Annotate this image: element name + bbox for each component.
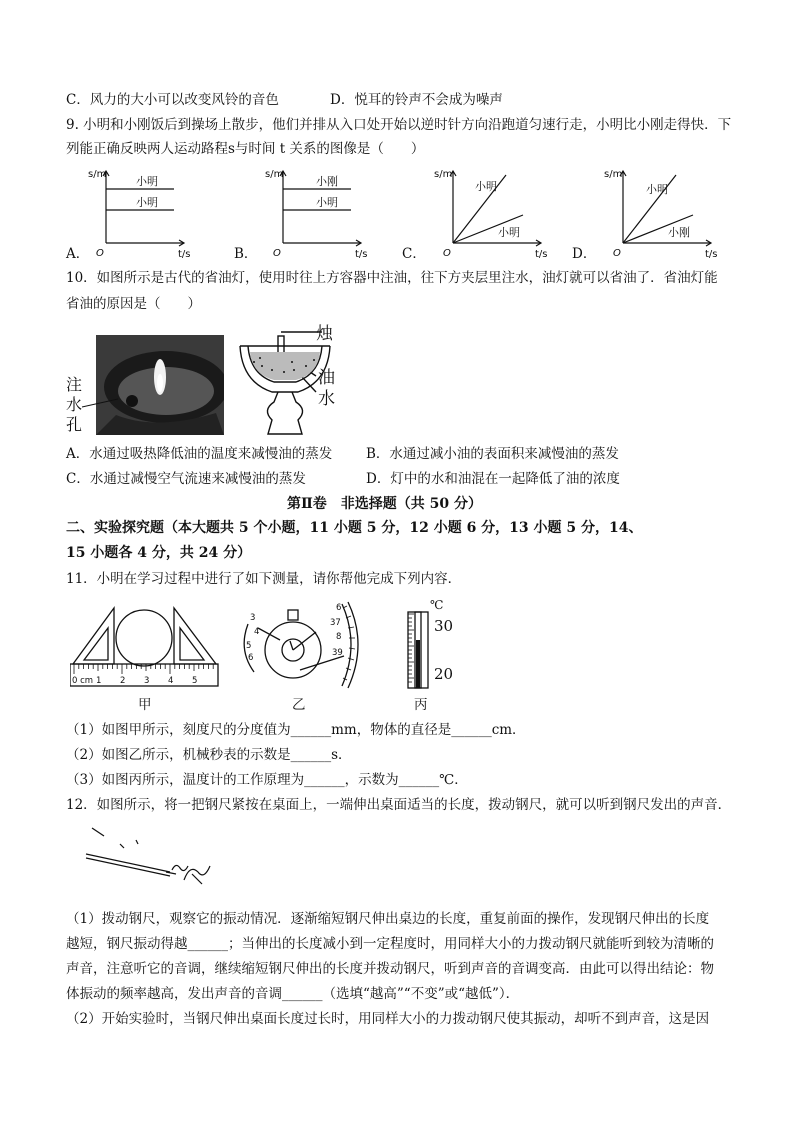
ruler-figure xyxy=(70,600,220,690)
section2-heading-line2: 15 小题各 4 分，共 24 分） xyxy=(66,545,252,561)
stopwatch-figure xyxy=(236,598,368,694)
q12-p1-line4: 体振动的频率越高，发出声音的音调______（选填“越高”“不变”或“越低”）． xyxy=(66,986,520,1002)
graph-c-ylabel: s/m xyxy=(434,169,453,180)
thermo-unit: ℃ xyxy=(430,598,444,612)
graph-d-ylabel: s/m xyxy=(604,169,623,180)
ruler-tick-5: 5 xyxy=(192,676,198,686)
graph-b-ylabel: s/m xyxy=(265,169,284,180)
q10-option-d: D．灯中的水和油混在一起降低了油的浓度 xyxy=(366,471,620,487)
section2-heading-line1: 二、实验探究题（本大题共 5 个小题，11 小题 5 分，12 小题 6 分，13 小题 5 分，14、 xyxy=(66,520,643,536)
stopwatch-outer-39: 39 xyxy=(332,648,343,658)
q8-option-c: C．风力的大小可以改变风铃的音色 xyxy=(66,92,279,108)
stopwatch-inner-3: 3 xyxy=(250,613,256,623)
q9-option-b: B． xyxy=(234,246,258,262)
graph-c-steep-label: 小明 xyxy=(475,180,497,193)
q9-option-c: C． xyxy=(402,246,426,262)
graph-d-steep-label: 小明 xyxy=(646,183,668,196)
q12-p1-line3: 声音，注意听它的音调，继续缩短钢尺伸出的长度并拨动钢尺，听到声音的音调变高．由此可以得出结论：物 xyxy=(66,961,714,977)
q12-p2-line1: （2）开始实验时，当钢尺伸出桌面长度过长时，用同样大小的力拨动钢尺使其振动，却听不到声音，这是因 xyxy=(66,1011,710,1027)
photo-label-kong: 孔 xyxy=(66,415,83,434)
q10-option-a: A．水通过吸热降低油的温度来减慢油的蒸发 xyxy=(66,446,333,462)
graph-a-ylabel: s/m xyxy=(88,169,107,180)
photo-label-zhu: 注 xyxy=(66,375,83,394)
thermo-tick-30: 30 xyxy=(434,617,454,635)
ruler-tick-3: 3 xyxy=(144,676,150,686)
q10-option-b: B．水通过减小油的表面积来减慢油的蒸发 xyxy=(366,446,619,462)
part2-title: 第Ⅱ卷 非选择题（共 50 分） xyxy=(287,496,483,512)
graph-d-origin: O xyxy=(613,248,621,259)
caption-bing: 丙 xyxy=(414,697,428,713)
ruler-tick-0: 0 cm xyxy=(72,676,94,686)
thermo-tick-20: 20 xyxy=(434,665,454,683)
graph-b-xlabel: t/s xyxy=(355,249,368,260)
photo-label-pointer xyxy=(80,395,120,415)
diagram-label-water: 水 xyxy=(318,389,335,409)
graph-d-xlabel: t/s xyxy=(705,249,718,260)
graph-d-shallow-label: 小刚 xyxy=(668,226,690,239)
photo-label-shui: 水 xyxy=(66,395,83,414)
graph-a-top-label: 小明 xyxy=(136,175,158,188)
q8-option-d: D．悦耳的铃声不会成为噪声 xyxy=(330,92,503,108)
diagram-label-oil: 油 xyxy=(318,368,335,388)
q12-stem: 12．如图所示，将一把钢尺紧按在桌面上，一端伸出桌面适当的长度，拨动钢尺，就可以听到钢尺发出的声音． xyxy=(66,797,732,813)
graph-c-origin: O xyxy=(443,248,451,259)
ruler-tick-4: 4 xyxy=(168,676,174,686)
q11-sub1: （1）如图甲所示，刻度尺的分度值为______mm，物体的直径是______cm． xyxy=(66,722,526,738)
ruler-tick-1: 1 xyxy=(96,676,102,686)
graph-c-shallow-label: 小明 xyxy=(498,226,520,239)
stopwatch-outer-8: 8 xyxy=(336,632,342,642)
q9-option-d: D． xyxy=(572,246,597,262)
oil-lamp-photo xyxy=(96,335,224,435)
graph-a-xlabel: t/s xyxy=(178,249,191,260)
graph-b-top-label: 小刚 xyxy=(316,175,338,188)
stopwatch-inner-4: 4 xyxy=(254,627,260,637)
graph-b-origin: O xyxy=(273,248,281,259)
q10-stem-line2: 省油的原因是（ ） xyxy=(66,296,201,312)
graph-b-bottom-label: 小明 xyxy=(316,196,338,209)
q9-stem-line2: 列能正确反映两人运动路程s与时间 t 关系的图像是（ ） xyxy=(66,141,425,157)
q10-option-c: C．水通过减慢空气流速来减慢油的蒸发 xyxy=(66,471,306,487)
stopwatch-inner-5: 5 xyxy=(246,641,252,651)
stopwatch-inner-6: 6 xyxy=(248,653,254,663)
steel-ruler-figure xyxy=(80,822,220,892)
graph-a-bottom-label: 小明 xyxy=(136,196,158,209)
stopwatch-outer-37: 37 xyxy=(330,618,341,628)
q12-p1-line1: （1）拨动钢尺，观察它的振动情况．逐渐缩短钢尺伸出桌边的长度，重复前面的操作，发现钢尺伸出的长度 xyxy=(66,911,710,927)
q10-stem-line1: 10．如图所示是古代的省油灯，使用时往上方容器中注油，往下方夹层里注水，油灯就可以省油了．省油灯能 xyxy=(66,270,718,286)
q11-sub2: （2）如图乙所示，机械秒表的示数是______s． xyxy=(66,747,352,763)
q11-stem: 11．小明在学习过程中进行了如下测量，请你帮他完成下列内容． xyxy=(66,571,462,587)
caption-jia: 甲 xyxy=(138,697,152,713)
q11-sub3: （3）如图丙所示，温度计的工作原理为______，示数为______℃． xyxy=(66,772,468,788)
q9-stem-line1: 9. 小明和小刚饭后到操场上散步，他们并排从入口处开始以逆时针方向沿跑道匀速行走，小明比小刚走得快．下 xyxy=(66,117,732,133)
q12-p1-line2: 越短，钢尺振动得越______；当伸出的长度减小到一定程度时，用同样大小的力拨动钢尺就能听到较为清晰的 xyxy=(66,936,714,952)
q9-option-a: A． xyxy=(66,246,90,262)
graph-c-xlabel: t/s xyxy=(535,249,548,260)
diagram-label-candle: 烛 xyxy=(316,324,333,344)
ruler-tick-2: 2 xyxy=(120,676,126,686)
caption-yi: 乙 xyxy=(292,697,306,713)
graph-a-origin: O xyxy=(96,248,104,259)
stopwatch-outer-6: 6 xyxy=(336,603,342,613)
